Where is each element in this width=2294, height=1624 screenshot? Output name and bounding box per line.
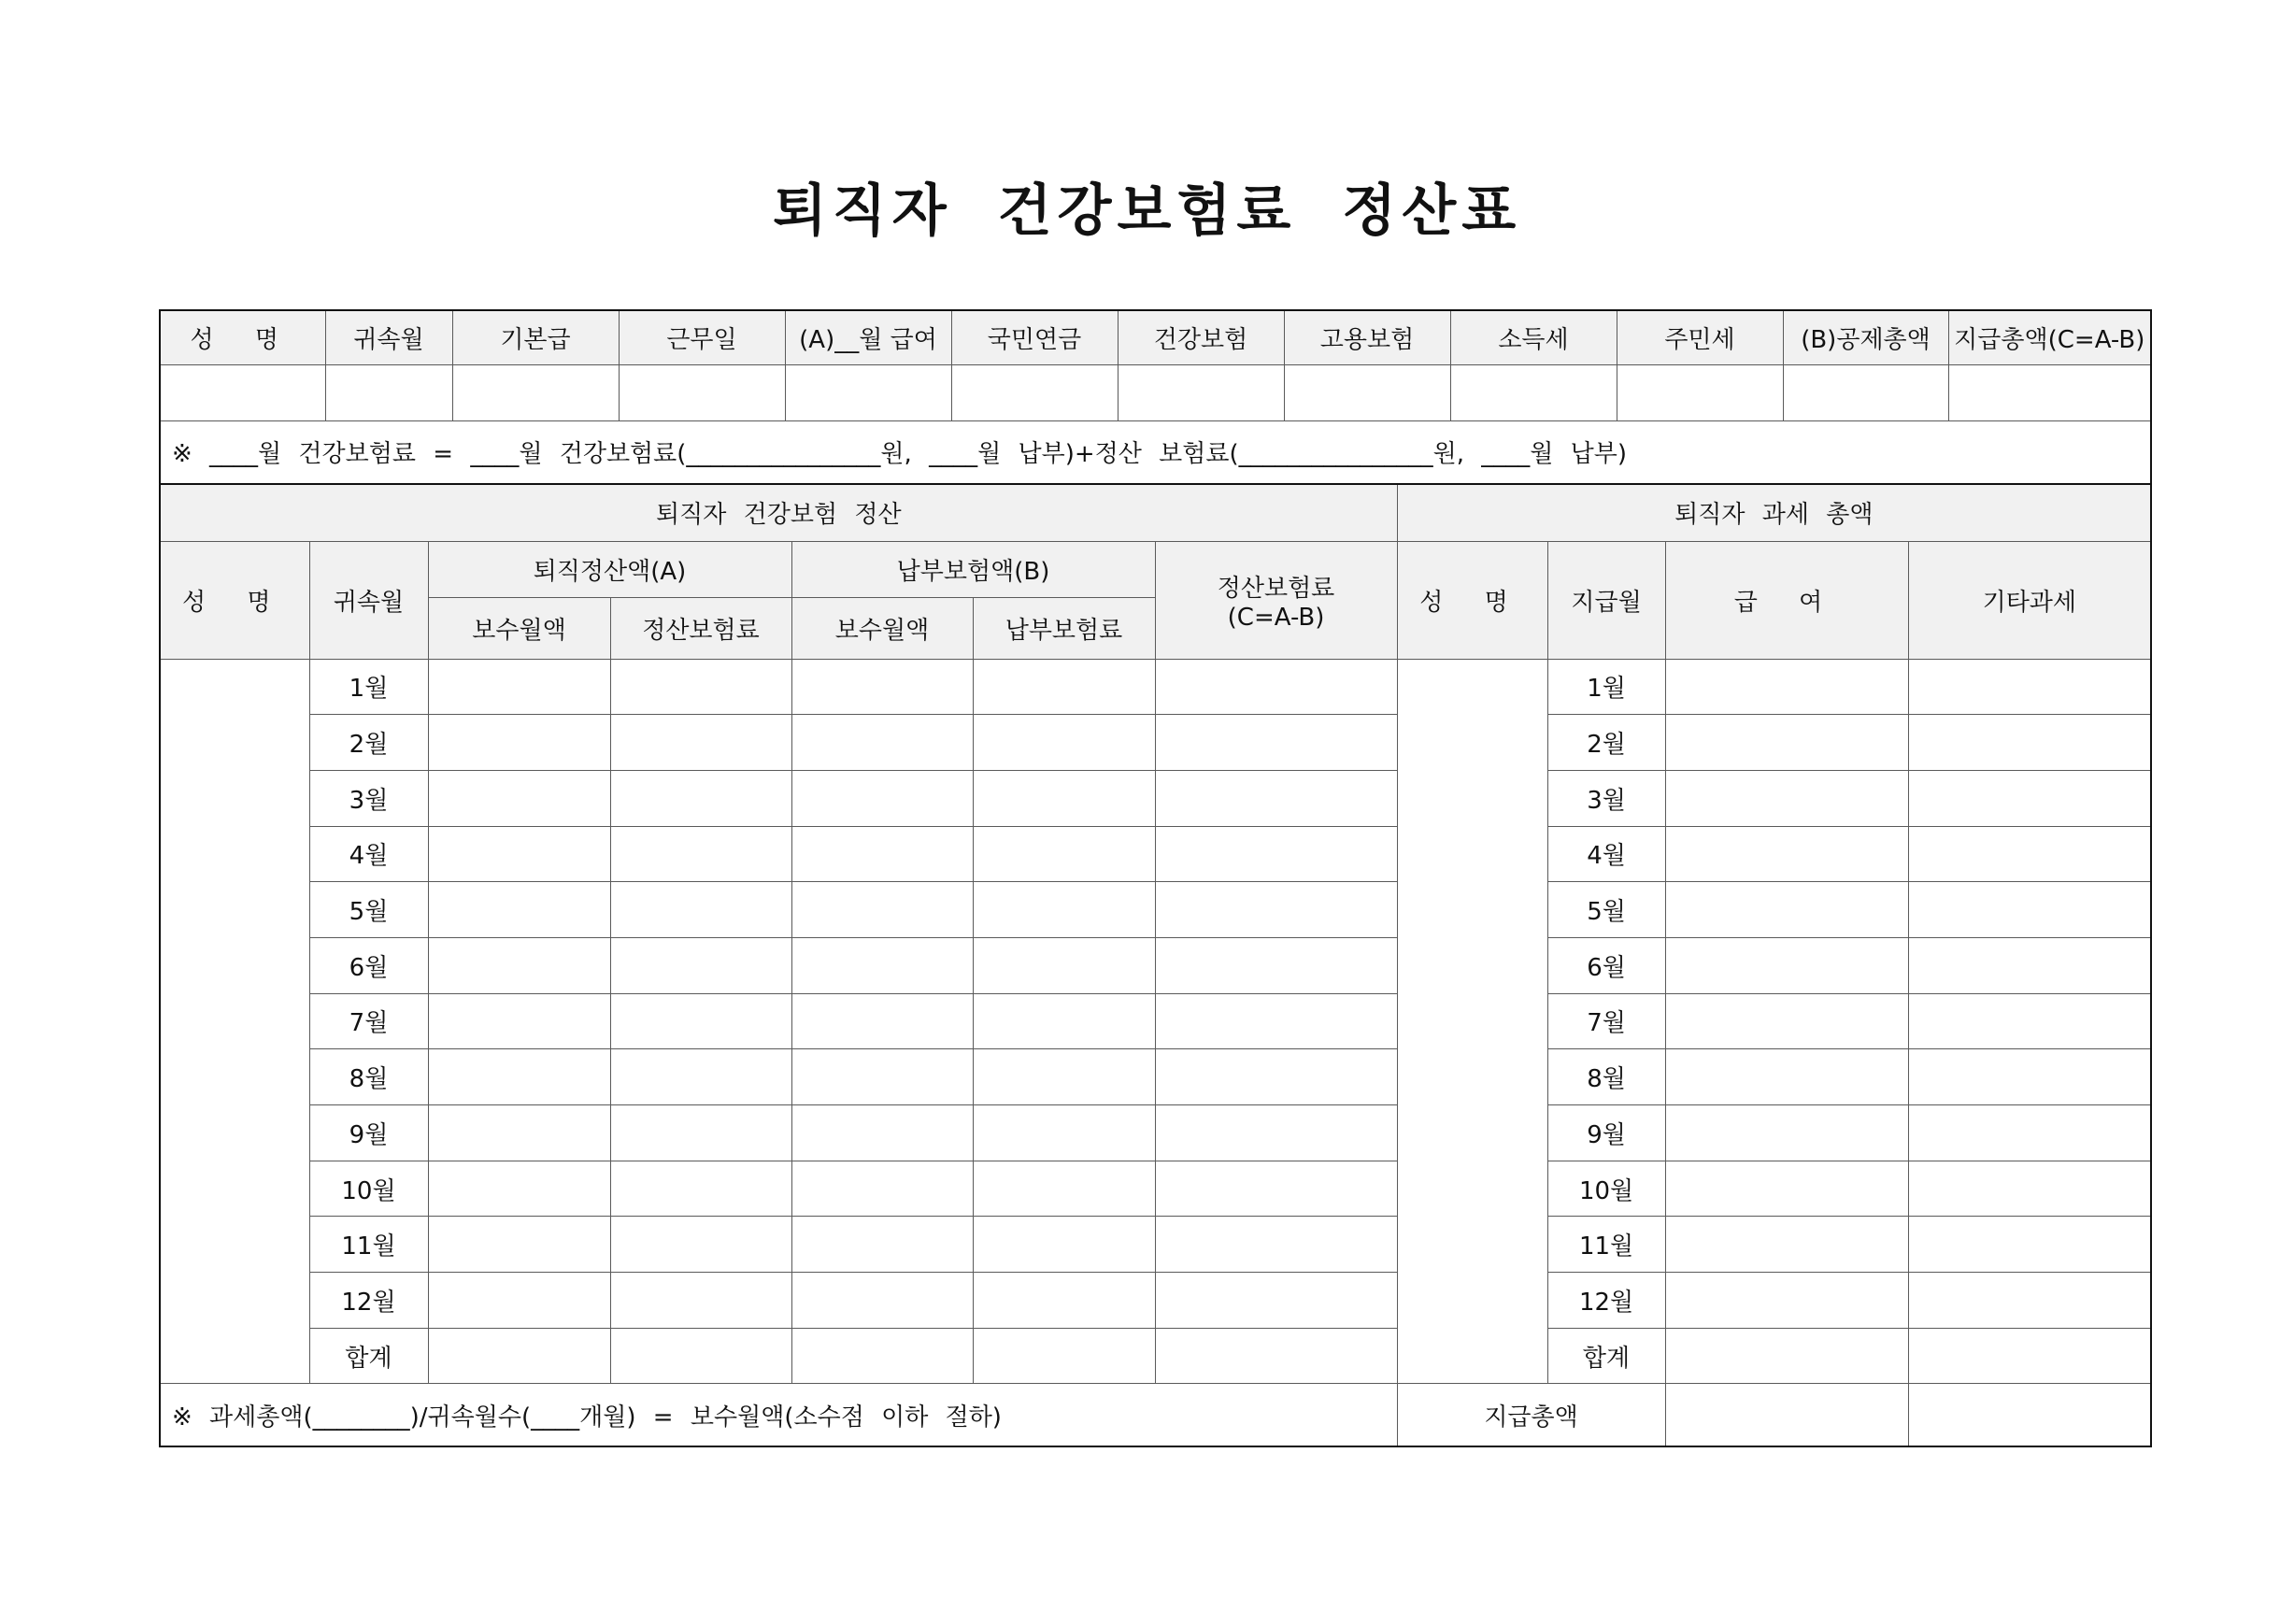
amount-cell[interactable]	[791, 1328, 973, 1384]
name-header: 성 명	[160, 541, 309, 659]
settlement-premium-label: 정산보험료	[1217, 574, 1335, 603]
month-row	[160, 993, 2151, 1049]
month-row	[160, 1273, 2151, 1329]
salary-cell[interactable]	[1665, 715, 1908, 771]
input-cell[interactable]	[325, 364, 452, 420]
amount-cell[interactable]	[428, 937, 610, 993]
amount-cell[interactable]	[428, 993, 610, 1049]
amount-cell[interactable]	[791, 1049, 973, 1105]
other-taxable-header: 기타과세	[1908, 541, 2151, 659]
attribution-month-label: 7월	[309, 993, 428, 1049]
taxable-total-section-title: 퇴직자 과세 총액	[1397, 484, 2151, 541]
amount-cell[interactable]	[610, 770, 791, 826]
amount-cell[interactable]	[973, 1328, 1155, 1384]
month-rows	[160, 659, 2151, 1384]
other-taxable-cell[interactable]	[1908, 1049, 2151, 1105]
amount-cell[interactable]	[973, 1049, 1155, 1105]
amount-cell[interactable]	[973, 993, 1155, 1049]
payment-month-label: 합계	[1547, 1328, 1665, 1384]
other-taxable-cell[interactable]	[1908, 715, 2151, 771]
payment-month-header: 지급월	[1547, 541, 1665, 659]
header-national-pension: 국민연금	[951, 310, 1118, 364]
month-row	[160, 937, 2151, 993]
amount-cell[interactable]	[428, 1273, 610, 1329]
payment-month-label: 4월	[1547, 826, 1665, 882]
salary-cell[interactable]	[1665, 659, 1908, 715]
amount-cell[interactable]	[791, 659, 973, 715]
payment-month-label: 2월	[1547, 715, 1665, 771]
amount-cell[interactable]	[428, 1328, 610, 1384]
paid-premium-sub-header: 납부보험료	[973, 597, 1155, 659]
other-taxable-cell[interactable]	[1908, 1161, 2151, 1217]
salary-cell[interactable]	[1665, 1328, 1908, 1384]
amount-cell[interactable]	[791, 1161, 973, 1217]
attribution-month-label: 6월	[309, 937, 428, 993]
other-taxable-cell[interactable]	[1908, 826, 2151, 882]
monthly-pay-header-2: 보수월액	[791, 597, 973, 659]
attribution-month-label: 8월	[309, 1049, 428, 1105]
amount-cell[interactable]	[428, 826, 610, 882]
amount-cell[interactable]	[610, 715, 791, 771]
amount-cell[interactable]	[1155, 993, 1397, 1049]
amount-cell[interactable]	[610, 826, 791, 882]
attribution-month-label: 5월	[309, 882, 428, 938]
salary-cell[interactable]	[1665, 993, 1908, 1049]
month-row	[160, 1161, 2151, 1217]
header-resident-tax: 주민세	[1617, 310, 1783, 364]
amount-cell[interactable]	[428, 715, 610, 771]
payment-month-label: 1월	[1547, 659, 1665, 715]
other-taxable-cell[interactable]	[1908, 993, 2151, 1049]
header-work-days: 근무일	[619, 310, 785, 364]
payment-month-label: 8월	[1547, 1049, 1665, 1105]
amount-cell[interactable]	[1155, 1049, 1397, 1105]
monthly-pay-header: 보수월액	[428, 597, 610, 659]
payment-month-label: 12월	[1547, 1273, 1665, 1329]
header-total-deduction: (B)공제총액	[1783, 310, 1948, 364]
amount-cell[interactable]	[428, 1161, 610, 1217]
amount-cell[interactable]	[973, 1273, 1155, 1329]
amount-cell[interactable]	[610, 937, 791, 993]
salary-cell[interactable]	[1665, 1217, 1908, 1273]
salary-header: 급 여	[1665, 541, 1908, 659]
amount-cell[interactable]	[1155, 1273, 1397, 1329]
header-name: 성 명	[160, 310, 325, 364]
other-taxable-cell[interactable]	[1908, 1328, 2151, 1384]
health-insurance-section-title: 퇴직자 건강보험 정산	[160, 484, 1397, 541]
month-row	[160, 1217, 2151, 1273]
month-row	[160, 659, 2151, 715]
amount-cell[interactable]	[610, 1105, 791, 1161]
amount-cell[interactable]	[610, 882, 791, 938]
attribution-month-label: 1월	[309, 659, 428, 715]
input-cell[interactable]	[452, 364, 619, 420]
amount-cell[interactable]	[428, 1217, 610, 1273]
salary-cell[interactable]	[1665, 937, 1908, 993]
salary-cell[interactable]	[1665, 826, 1908, 882]
right-name-header: 성 명	[1397, 541, 1547, 659]
settlement-premium-header	[1155, 541, 1397, 659]
salary-cell[interactable]	[1665, 882, 1908, 938]
total-payment-label: 지급총액	[1397, 1384, 1665, 1446]
input-cell[interactable]	[1284, 364, 1450, 420]
amount-cell[interactable]	[1155, 1217, 1397, 1273]
employee-name-cell[interactable]	[160, 659, 309, 1384]
total-payment-other-cell[interactable]	[1908, 1384, 2151, 1446]
amount-cell[interactable]	[610, 1161, 791, 1217]
input-cell[interactable]	[1948, 364, 2151, 420]
other-taxable-cell[interactable]	[1908, 882, 2151, 938]
attribution-month-label: 3월	[309, 770, 428, 826]
attribution-month-label: 합계	[309, 1328, 428, 1384]
paid-premium-header: 납부보험액(B)	[791, 541, 1155, 597]
payment-month-label: 11월	[1547, 1217, 1665, 1273]
input-cell[interactable]	[1617, 364, 1783, 420]
amount-cell[interactable]	[1155, 882, 1397, 938]
amount-cell[interactable]	[973, 715, 1155, 771]
attribution-month-label: 4월	[309, 826, 428, 882]
attribution-month-label: 11월	[309, 1217, 428, 1273]
salary-cell[interactable]	[1665, 1105, 1908, 1161]
input-cell[interactable]	[619, 364, 785, 420]
amount-cell[interactable]	[1155, 770, 1397, 826]
amount-cell[interactable]	[791, 1273, 973, 1329]
attribution-month-header: 귀속월	[309, 541, 428, 659]
amount-cell[interactable]	[791, 882, 973, 938]
amount-cell[interactable]	[791, 770, 973, 826]
amount-cell[interactable]	[791, 715, 973, 771]
retirement-settlement-header: 퇴직정산액(A)	[428, 541, 791, 597]
attribution-month-label: 9월	[309, 1105, 428, 1161]
settlement-premium-formula: (C=A-B)	[1227, 603, 1325, 632]
amount-cell[interactable]	[973, 1105, 1155, 1161]
amount-cell[interactable]	[610, 659, 791, 715]
month-row	[160, 770, 2151, 826]
attribution-month-label: 10월	[309, 1161, 428, 1217]
amount-cell[interactable]	[973, 1217, 1155, 1273]
amount-cell[interactable]	[428, 1105, 610, 1161]
input-cell[interactable]	[1118, 364, 1284, 420]
header-income-tax: 소득세	[1450, 310, 1617, 364]
month-row	[160, 882, 2151, 938]
payment-month-label: 10월	[1547, 1161, 1665, 1217]
amount-cell[interactable]	[791, 937, 973, 993]
amount-cell[interactable]	[610, 1049, 791, 1105]
payment-month-label: 9월	[1547, 1105, 1665, 1161]
amount-cell[interactable]	[610, 993, 791, 1049]
header-total-payment: 지급총액(C=A-B)	[1948, 310, 2151, 364]
other-taxable-cell[interactable]	[1908, 1217, 2151, 1273]
amount-cell[interactable]	[791, 826, 973, 882]
settlement-table	[159, 483, 2152, 1447]
amount-cell[interactable]	[428, 1049, 610, 1105]
header-health-insurance: 건강보험	[1118, 310, 1284, 364]
payment-month-label: 6월	[1547, 937, 1665, 993]
salary-cell[interactable]	[1665, 1049, 1908, 1105]
premium-formula-note: ※ ____월 건강보험료 = ____월 건강보험료(________________원, ____월 납부)+정산 보험료(________________원, ____월 납부)	[160, 420, 2151, 484]
other-taxable-cell[interactable]	[1908, 1273, 2151, 1329]
input-cell[interactable]	[1783, 364, 1948, 420]
amount-cell[interactable]	[973, 659, 1155, 715]
header-attribution-month: 귀속월	[325, 310, 452, 364]
input-cell[interactable]	[160, 364, 325, 420]
amount-cell[interactable]	[1155, 1161, 1397, 1217]
month-row	[160, 1105, 2151, 1161]
header-employment-insurance: 고용보험	[1284, 310, 1450, 364]
salary-cell[interactable]	[1665, 770, 1908, 826]
amount-cell[interactable]	[791, 993, 973, 1049]
amount-cell[interactable]	[610, 1217, 791, 1273]
amount-cell[interactable]	[610, 1273, 791, 1329]
amount-cell[interactable]	[973, 826, 1155, 882]
total-payment-salary-cell[interactable]	[1665, 1384, 1908, 1446]
amount-cell[interactable]	[428, 770, 610, 826]
other-taxable-cell[interactable]	[1908, 937, 2151, 993]
input-cell[interactable]	[1450, 364, 1617, 420]
month-row	[160, 715, 2151, 771]
input-cell[interactable]	[785, 364, 951, 420]
input-cell[interactable]	[951, 364, 1118, 420]
other-taxable-cell[interactable]	[1908, 659, 2151, 715]
salary-cell[interactable]	[1665, 1161, 1908, 1217]
amount-cell[interactable]	[1155, 715, 1397, 771]
amount-cell[interactable]	[1155, 1105, 1397, 1161]
document-title: 퇴직자 건강보험료 정산표	[772, 178, 1522, 244]
month-row	[160, 1328, 2151, 1384]
amount-cell[interactable]	[428, 882, 610, 938]
amount-cell[interactable]	[791, 1105, 973, 1161]
amount-cell[interactable]	[1155, 659, 1397, 715]
payment-month-label: 7월	[1547, 993, 1665, 1049]
salary-cell[interactable]	[1665, 1273, 1908, 1329]
amount-cell[interactable]	[973, 882, 1155, 938]
amount-cell[interactable]	[1155, 1328, 1397, 1384]
month-row	[160, 1049, 2151, 1105]
attribution-month-label: 12월	[309, 1273, 428, 1329]
other-taxable-cell[interactable]	[1908, 1105, 2151, 1161]
amount-cell[interactable]	[610, 1328, 791, 1384]
amount-cell[interactable]	[428, 659, 610, 715]
header-monthly-salary: (A)__월 급여	[785, 310, 951, 364]
amount-cell[interactable]	[973, 1161, 1155, 1217]
amount-cell[interactable]	[1155, 826, 1397, 882]
amount-cell[interactable]	[1155, 937, 1397, 993]
other-taxable-cell[interactable]	[1908, 770, 2151, 826]
attribution-month-label: 2월	[309, 715, 428, 771]
amount-cell[interactable]	[973, 770, 1155, 826]
settled-premium-header: 정산보험료	[610, 597, 791, 659]
amount-cell[interactable]	[973, 937, 1155, 993]
header-base-pay: 기본급	[452, 310, 619, 364]
payroll-summary-table	[159, 309, 2152, 485]
payment-month-label: 3월	[1547, 770, 1665, 826]
month-row	[160, 826, 2151, 882]
taxpayer-name-cell[interactable]	[1397, 659, 1547, 1384]
amount-cell[interactable]	[791, 1217, 973, 1273]
taxable-total-note: ※ 과세총액(________)/귀속월수(____개월) = 보수월액(소수점 이하 절하)	[160, 1384, 1397, 1446]
payment-month-label: 5월	[1547, 882, 1665, 938]
